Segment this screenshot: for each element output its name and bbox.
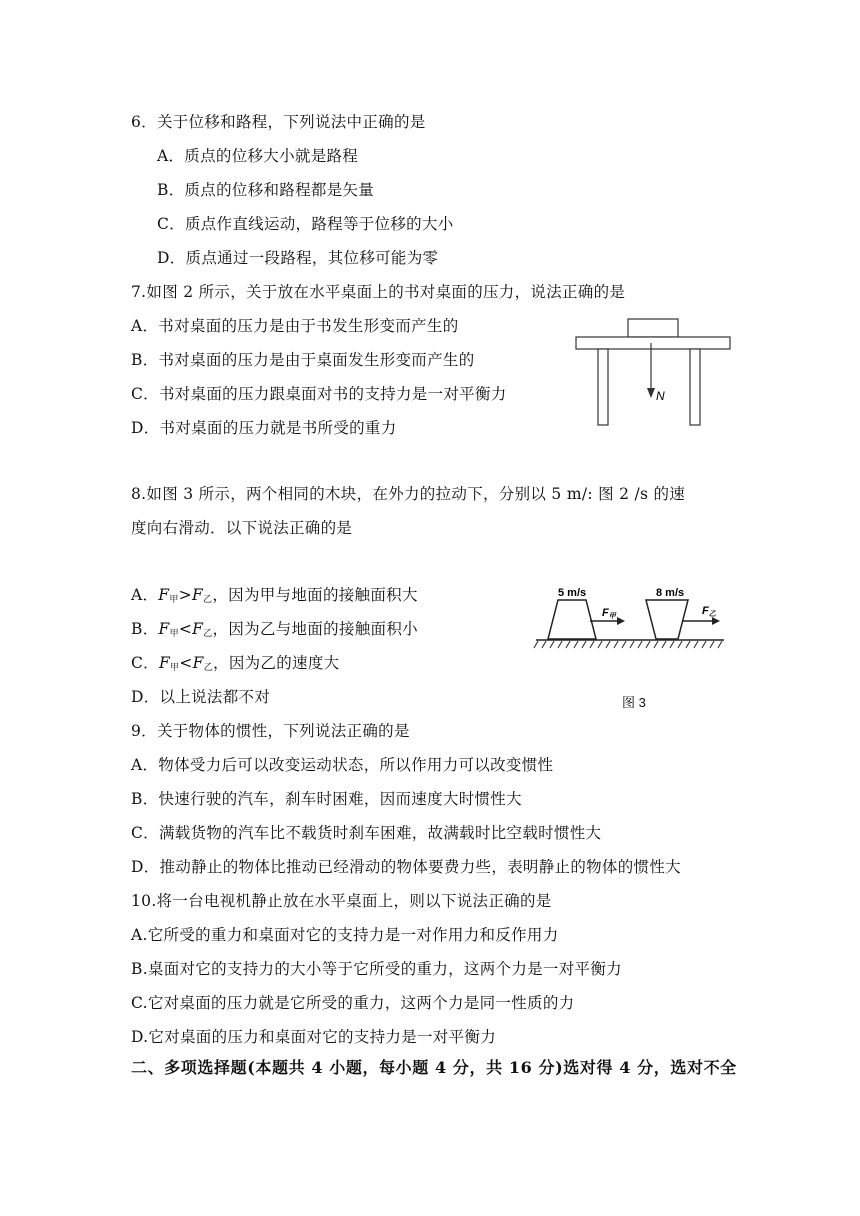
question-8-option-d: D．以上说法都不对 [131,688,271,706]
question-10-option-b: B.桌面对它的支持力的大小等于它所受的重力，这两个力是一对平衡力 [131,960,622,978]
force-arrowhead-right [712,617,720,625]
figure-2-book-on-table [570,314,740,432]
table-top [576,337,730,349]
question-7-option-a: A．书对桌面的压力是由于书发生形变而产生的 [131,317,459,335]
block-right [646,600,688,639]
ground-hatching [534,641,722,648]
speed-label-left: 5 m/s [558,587,587,599]
force-label-right: F乙 [702,605,716,618]
force-label-left: F甲 [602,607,616,620]
question-10-option-d: D.它对桌面的压力和桌面对它的支持力是一对平衡力 [131,1028,497,1046]
question-7-stem: 7.如图 2 所示，关于放在水平桌面上的书对桌面的压力，说法正确的是 [131,283,626,301]
question-6-option-c: C．质点作直线运动，路程等于位移的大小 [157,215,454,233]
block-left [548,600,596,639]
question-9-stem: 9．关于物体的惯性，下列说法正确的是 [131,722,410,740]
question-9-option-b: B．快速行驶的汽车，刹车时困难，因而速度大时惯性大 [131,790,522,808]
question-7-option-d: D．书对桌面的压力就是书所受的重力 [131,419,397,437]
question-8-option-a: A．$F_甲>F_乙$，因为甲与地面的接触面积大 [131,586,418,605]
question-9-option-c: C．满载货物的汽车比不载货时刹车困难，故满载时比空载时惯性大 [131,824,602,842]
question-8-stem-line1: 8.如图 3 所示，两个相同的木块，在外力的拉动下，分别以 5 m/: 图 2 /s 的速 [131,485,686,503]
book [628,319,678,337]
question-6-option-d: D．质点通过一段路程，其位移可能为零 [157,249,439,267]
table-leg-right [690,349,700,425]
table-leg-left [598,349,608,425]
force-arrowhead [647,388,655,398]
question-6-stem: 6．关于位移和路程，下列说法中正确的是 [131,113,426,131]
force-arrowhead-left [617,617,625,625]
question-8-stem-line2: 度向右滑动．以下说法正确的是 [131,519,353,537]
figure-3-caption: 图 3 [622,695,646,710]
question-9-option-d: D．推动静止的物体比推动已经滑动的物体要费力些，表明静止的物体的惯性大 [131,858,681,876]
force-label: N [656,389,665,403]
question-10-option-c: C.它对桌面的压力就是它所受的重力，这两个力是同一性质的力 [131,994,575,1012]
question-8-option-c: C．$F_甲<F_乙$，因为乙的速度大 [131,654,340,673]
question-10-option-a: A.它所受的重力和桌面对它的支持力是一对作用力和反作用力 [131,926,559,944]
figure-3-sliding-blocks [530,584,730,650]
section-2-heading: 二、多项选择题(本题共 4 小题，每小题 4 分，共 16 分)选对得 4 分，选对不全 [131,1058,737,1077]
speed-label-right: 8 m/s [656,587,685,599]
question-9-option-a: A．物体受力后可以改变运动状态，所以作用力可以改变惯性 [131,756,554,774]
question-10-stem: 10.将一台电视机静止放在水平桌面上，则以下说法正确的是 [131,892,552,910]
question-8-option-b: B．$F_甲<F_乙$，因为乙与地面的接触面积小 [131,620,418,639]
question-6-option-b: B．质点的位移和路程都是矢量 [157,181,375,199]
question-7-option-c: C．书对桌面的压力跟桌面对书的支持力是一对平衡力 [131,385,507,403]
question-6-option-a: A．质点的位移大小就是路程 [157,147,359,165]
question-7-option-b: B．书对桌面的压力是由于桌面发生形变而产生的 [131,351,475,369]
